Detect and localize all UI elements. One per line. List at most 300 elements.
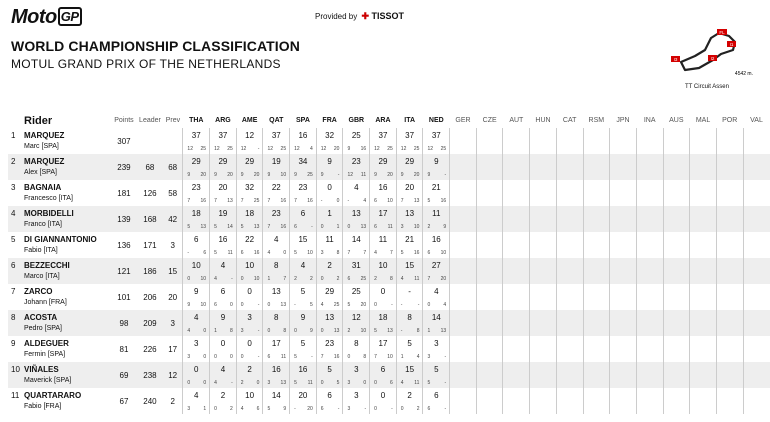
- future-race-cell: [583, 310, 610, 336]
- circuit-name: TT Circuit Assen: [685, 84, 729, 90]
- race-total: 17: [378, 209, 388, 218]
- race-result-cell: [290, 154, 317, 180]
- race-total: 5: [300, 287, 306, 296]
- rider-cell: [8, 232, 111, 258]
- race-result-cell: [370, 362, 397, 388]
- sprint-points: 0: [240, 302, 244, 308]
- future-race-cell: [743, 180, 770, 206]
- race-result-cell: [423, 336, 450, 362]
- race-points: 25: [200, 146, 207, 152]
- race-result-cell: [423, 258, 450, 284]
- race-result-cell: [210, 180, 237, 206]
- race-total: 3: [354, 391, 359, 400]
- future-race-cell: [530, 232, 557, 258]
- race-points: -: [257, 146, 260, 152]
- future-race-cell: [636, 128, 663, 154]
- race-points: -: [257, 328, 260, 334]
- race-points: 1: [336, 224, 340, 230]
- points-cell: 81: [119, 344, 129, 354]
- race-total: 18: [245, 209, 255, 218]
- race-total: 10: [191, 261, 201, 270]
- future-race-cell: [636, 258, 663, 284]
- sprint-points: 5: [347, 302, 351, 308]
- race-total: 13: [351, 209, 361, 218]
- race-result-cell: [236, 232, 263, 258]
- race-result-cell: [290, 128, 317, 154]
- race-result-cell: [370, 336, 397, 362]
- race-total: 8: [274, 261, 279, 270]
- table-row: [8, 310, 770, 336]
- race-points: 9: [443, 224, 447, 230]
- race-points: -: [257, 302, 260, 308]
- leader-cell: 126: [143, 188, 157, 198]
- race-result-cell: [370, 388, 397, 414]
- points-cell: 69: [119, 370, 129, 380]
- race-points: 11: [414, 276, 420, 282]
- race-points: 10: [253, 276, 260, 282]
- future-race-cell: [476, 336, 503, 362]
- sprint-points: 4: [214, 276, 217, 282]
- sprint-points: 12: [400, 146, 407, 152]
- future-race-cell: [450, 206, 477, 232]
- future-race-cell: [503, 310, 530, 336]
- race-total: 4: [434, 287, 439, 296]
- rider-position: 1: [11, 131, 16, 140]
- sprint-points: 0: [400, 406, 404, 412]
- race-result-cell: [263, 310, 290, 336]
- future-race-cell: [530, 284, 557, 310]
- race-points: 5: [336, 380, 340, 386]
- race-total: 3: [247, 313, 252, 322]
- race-points: -: [444, 406, 447, 412]
- future-race-cell: [743, 128, 770, 154]
- race-points: 10: [307, 250, 313, 256]
- race-total: 4: [220, 365, 226, 374]
- future-race-cell: [743, 362, 770, 388]
- race-result-cell: [183, 362, 210, 388]
- race-result-cell: [210, 232, 237, 258]
- future-race-cell: [503, 388, 530, 414]
- race-total: 17: [378, 339, 388, 348]
- points-cell: 139: [117, 214, 131, 224]
- rider-cell: [8, 180, 111, 206]
- sprint-points: 9: [374, 172, 377, 178]
- future-race-cell: [743, 258, 770, 284]
- sprint-points: 0: [187, 276, 191, 282]
- race-result-cell: [423, 206, 450, 232]
- race-result-cell: [236, 388, 263, 414]
- race-total: 9: [194, 287, 199, 296]
- race-points: 7: [363, 250, 367, 256]
- race-total: 31: [351, 261, 361, 270]
- future-race-cell: [690, 310, 717, 336]
- race-points: 0: [336, 198, 340, 204]
- header-race-aut: AUT: [509, 117, 524, 124]
- race-points: 10: [200, 302, 207, 308]
- future-race-cell: [476, 128, 503, 154]
- sprint-points: 3: [320, 250, 324, 256]
- race-points: 16: [280, 198, 287, 204]
- race-result-cell: [316, 284, 343, 310]
- future-race-cell: [556, 128, 583, 154]
- sprint-points: 6: [427, 250, 431, 256]
- race-total: 4: [354, 183, 359, 192]
- sprint-points: 12: [294, 146, 300, 152]
- race-result-cell: [263, 232, 290, 258]
- prev-cell: 58: [168, 188, 178, 198]
- future-race-cell: [556, 232, 583, 258]
- race-result-cell: [290, 180, 317, 206]
- race-total: 0: [380, 287, 386, 296]
- future-race-cell: [636, 154, 663, 180]
- sprint-points: 7: [400, 198, 404, 204]
- future-race-cell: [583, 232, 610, 258]
- race-result-cell: [210, 336, 237, 362]
- future-race-cell: [716, 206, 743, 232]
- sprint-points: 7: [320, 354, 324, 360]
- table-row: [8, 128, 770, 154]
- race-points: -: [231, 380, 233, 386]
- race-total: 6: [327, 391, 332, 400]
- sprint-points: 6: [214, 302, 217, 308]
- race-result-cell: [396, 232, 423, 258]
- sprint-points: 2: [427, 224, 431, 230]
- rider-last-name: BAGNAIA: [24, 183, 62, 192]
- race-total: 22: [245, 235, 255, 244]
- sprint-points: 4: [240, 406, 244, 412]
- race-total: 13: [325, 313, 335, 322]
- future-race-cell: [716, 388, 743, 414]
- sprint-points: 9: [267, 172, 271, 178]
- future-race-cell: [476, 258, 503, 284]
- points-cell: 136: [117, 240, 131, 250]
- race-total: 29: [218, 157, 228, 166]
- race-points: -: [391, 302, 393, 308]
- race-result-cell: [290, 206, 317, 232]
- race-result-cell: [210, 310, 237, 336]
- leader-cell: 186: [143, 266, 157, 276]
- sprint-points: 2: [240, 380, 244, 386]
- race-points: 11: [414, 380, 420, 386]
- future-race-cell: [583, 336, 610, 362]
- race-result-cell: [316, 258, 343, 284]
- future-race-cell: [610, 128, 637, 154]
- classification-table: [8, 113, 770, 414]
- race-result-cell: [343, 362, 370, 388]
- race-total: 21: [405, 235, 415, 244]
- header-prev: Prev: [165, 117, 181, 124]
- sprint-points: 5: [374, 328, 377, 334]
- sprint-points: 0: [374, 406, 377, 412]
- race-result-cell: [263, 180, 290, 206]
- prev-cell: 17: [168, 344, 178, 354]
- future-race-cell: [556, 258, 583, 284]
- race-points: 20: [387, 172, 393, 178]
- race-result-cell: [343, 154, 370, 180]
- future-race-cell: [636, 336, 663, 362]
- race-result-cell: [370, 154, 397, 180]
- corner-label: I1: [729, 42, 734, 47]
- race-points: 25: [280, 146, 287, 152]
- race-result-cell: [396, 258, 423, 284]
- race-result-cell: [370, 232, 397, 258]
- future-race-cell: [743, 310, 770, 336]
- race-points: 2: [416, 406, 420, 412]
- points-cell: 239: [117, 162, 131, 172]
- rider-first-name: Maverick [SPA]: [24, 377, 72, 384]
- sprint-points: 5: [427, 198, 431, 204]
- race-total: 23: [271, 209, 281, 218]
- race-total: 9: [220, 313, 226, 322]
- table-row: [8, 362, 770, 388]
- race-points: 7: [283, 276, 287, 282]
- table-row: [8, 180, 770, 206]
- leader-cell: 209: [143, 318, 157, 328]
- race-points: 2: [336, 276, 340, 282]
- points-cell: 98: [119, 318, 129, 328]
- race-points: 11: [360, 172, 367, 178]
- future-race-cell: [450, 310, 477, 336]
- future-race-cell: [450, 362, 477, 388]
- race-points: 2: [229, 406, 233, 412]
- rider-cell: [8, 206, 111, 232]
- race-total: 6: [434, 391, 439, 400]
- future-race-cell: [556, 336, 583, 362]
- sprint-points: -: [294, 302, 296, 308]
- race-points: 10: [440, 250, 447, 256]
- sprint-points: -: [400, 328, 403, 334]
- future-race-cell: [743, 336, 770, 362]
- race-total: 5: [434, 365, 439, 374]
- sprint-points: 2: [347, 328, 351, 334]
- future-race-cell: [716, 284, 743, 310]
- future-race-cell: [556, 180, 583, 206]
- race-total: 37: [378, 131, 388, 140]
- sprint-points: 0: [374, 302, 377, 308]
- race-result-cell: [343, 388, 370, 414]
- future-race-cell: [636, 284, 663, 310]
- race-points: 0: [256, 380, 260, 386]
- race-points: 11: [227, 250, 233, 256]
- race-total: 2: [327, 261, 332, 270]
- rider-first-name: Fabio [ITA]: [24, 247, 58, 254]
- future-race-cell: [583, 284, 610, 310]
- leader-cell: 171: [143, 240, 157, 250]
- race-result-cell: [290, 232, 317, 258]
- rider-first-name: Fermin [SPA]: [24, 351, 66, 358]
- race-result-cell: [343, 258, 370, 284]
- sponsor-logo: ✚ TISSOT: [361, 11, 405, 21]
- future-race-cell: [476, 284, 503, 310]
- future-race-cell: [503, 128, 530, 154]
- race-result-cell: [316, 206, 343, 232]
- sprint-points: -: [294, 406, 296, 412]
- future-race-cell: [530, 362, 557, 388]
- race-total: 0: [220, 339, 226, 348]
- race-result-cell: [316, 336, 343, 362]
- race-result-cell: [370, 310, 397, 336]
- future-race-cell: [530, 388, 557, 414]
- header-race-ina: INA: [643, 117, 656, 124]
- race-total: 8: [407, 313, 412, 322]
- race-points: 25: [333, 302, 340, 308]
- race-points: 10: [387, 198, 393, 204]
- future-race-cell: [503, 258, 530, 284]
- race-total: 19: [271, 157, 281, 166]
- sprint-points: 5: [187, 224, 191, 230]
- race-total: 29: [325, 287, 335, 296]
- future-race-cell: [503, 284, 530, 310]
- track-length: 4542 m.: [734, 71, 753, 77]
- sprint-points: 7: [374, 354, 377, 360]
- sprint-points: 5: [400, 250, 404, 256]
- race-points: 20: [360, 302, 367, 308]
- future-race-cell: [556, 388, 583, 414]
- race-points: 9: [283, 406, 287, 412]
- sprint-points: 4: [214, 380, 217, 386]
- race-result-cell: [236, 362, 263, 388]
- future-race-cell: [450, 128, 477, 154]
- sprint-points: 7: [187, 198, 191, 204]
- future-race-cell: [476, 180, 503, 206]
- race-total: 27: [431, 261, 441, 270]
- corner-label: I2: [710, 56, 715, 61]
- sprint-points: 3: [187, 354, 191, 360]
- future-race-cell: [583, 206, 610, 232]
- race-result-cell: [343, 284, 370, 310]
- race-result-cell: [236, 336, 263, 362]
- table-row: [8, 206, 770, 232]
- future-race-cell: [583, 154, 610, 180]
- race-points: 14: [227, 224, 233, 230]
- race-result-cell: [210, 388, 237, 414]
- sprint-points: 9: [347, 146, 351, 152]
- rider-cell: [8, 336, 111, 362]
- race-result-cell: [290, 388, 317, 414]
- race-result-cell: [290, 310, 317, 336]
- race-result-cell: [183, 310, 210, 336]
- points-cell: 181: [117, 188, 131, 198]
- race-result-cell: [396, 388, 423, 414]
- future-race-cell: [503, 206, 530, 232]
- rider-position: 4: [11, 209, 16, 218]
- sprint-points: 5: [294, 354, 297, 360]
- points-cell: 307: [117, 136, 131, 146]
- future-race-cell: [716, 128, 743, 154]
- future-race-cell: [636, 310, 663, 336]
- sprint-points: 12: [320, 146, 327, 152]
- future-race-cell: [530, 154, 557, 180]
- leader-cell: 206: [143, 292, 157, 302]
- header-points: Points: [114, 117, 134, 124]
- race-result-cell: [210, 154, 237, 180]
- race-points: 13: [333, 328, 340, 334]
- sprint-points: 9: [294, 172, 297, 178]
- race-total: 32: [325, 131, 335, 140]
- race-points: 13: [413, 198, 420, 204]
- rider-position: 2: [11, 157, 16, 166]
- race-points: 16: [440, 198, 447, 204]
- rider-first-name: Marc [SPA]: [24, 143, 59, 150]
- race-result-cell: [423, 310, 450, 336]
- race-result-cell: [183, 128, 210, 154]
- future-race-cell: [476, 206, 503, 232]
- race-result-cell: [210, 258, 237, 284]
- sprint-points: 4: [267, 250, 271, 256]
- table-header: [8, 113, 770, 128]
- race-total: 10: [245, 261, 255, 270]
- race-result-cell: [236, 180, 263, 206]
- sprint-points: 3: [240, 328, 244, 334]
- future-race-cell: [610, 206, 637, 232]
- sprint-points: 6: [294, 224, 297, 230]
- future-race-cell: [716, 258, 743, 284]
- race-result-cell: [210, 128, 237, 154]
- sprint-points: 0: [320, 276, 324, 282]
- sprint-points: 3: [267, 380, 271, 386]
- race-total: 8: [274, 313, 279, 322]
- rider-position: 7: [11, 287, 16, 296]
- rider-cell: [8, 258, 111, 284]
- race-points: 0: [203, 354, 207, 360]
- race-points: 0: [229, 302, 233, 308]
- race-result-cell: [370, 284, 397, 310]
- future-race-cell: [610, 180, 637, 206]
- future-race-cell: [690, 232, 717, 258]
- race-result-cell: [316, 362, 343, 388]
- sprint-points: 6: [427, 406, 431, 412]
- race-result-cell: [396, 336, 423, 362]
- prev-cell: 12: [168, 370, 178, 380]
- race-total: 17: [271, 339, 281, 348]
- race-total: 19: [218, 209, 228, 218]
- header-race-gbr: GBR: [348, 117, 365, 124]
- race-total: 2: [407, 391, 412, 400]
- race-points: 0: [283, 250, 287, 256]
- rider-first-name: Johann [FRA]: [24, 299, 67, 306]
- points-cell: 67: [119, 396, 129, 406]
- future-race-cell: [610, 284, 637, 310]
- race-points: 25: [387, 146, 393, 152]
- sprint-points: -: [320, 198, 323, 204]
- future-race-cell: [690, 284, 717, 310]
- header-race-tha: THA: [189, 117, 204, 124]
- race-total: -: [408, 287, 411, 296]
- future-race-cell: [610, 232, 637, 258]
- race-points: 20: [440, 276, 447, 282]
- race-result-cell: [210, 362, 237, 388]
- race-points: 11: [387, 224, 393, 230]
- race-points: -: [444, 172, 447, 178]
- race-points: 0: [229, 354, 233, 360]
- race-points: 16: [280, 224, 287, 230]
- race-points: 8: [390, 276, 393, 282]
- sprint-points: 6: [240, 250, 244, 256]
- future-race-cell: [743, 388, 770, 414]
- race-total: 0: [247, 287, 252, 296]
- rider-cell: [8, 388, 111, 414]
- race-total: 37: [431, 131, 441, 140]
- race-total: 14: [351, 235, 361, 244]
- race-result-cell: [396, 310, 423, 336]
- race-points: 13: [227, 198, 233, 204]
- race-total: 20: [218, 183, 228, 192]
- race-total: 32: [245, 183, 255, 192]
- future-race-cell: [743, 206, 770, 232]
- race-total: 16: [298, 365, 308, 374]
- race-total: 34: [298, 157, 308, 166]
- rider-last-name: MARQUEZ: [24, 157, 65, 166]
